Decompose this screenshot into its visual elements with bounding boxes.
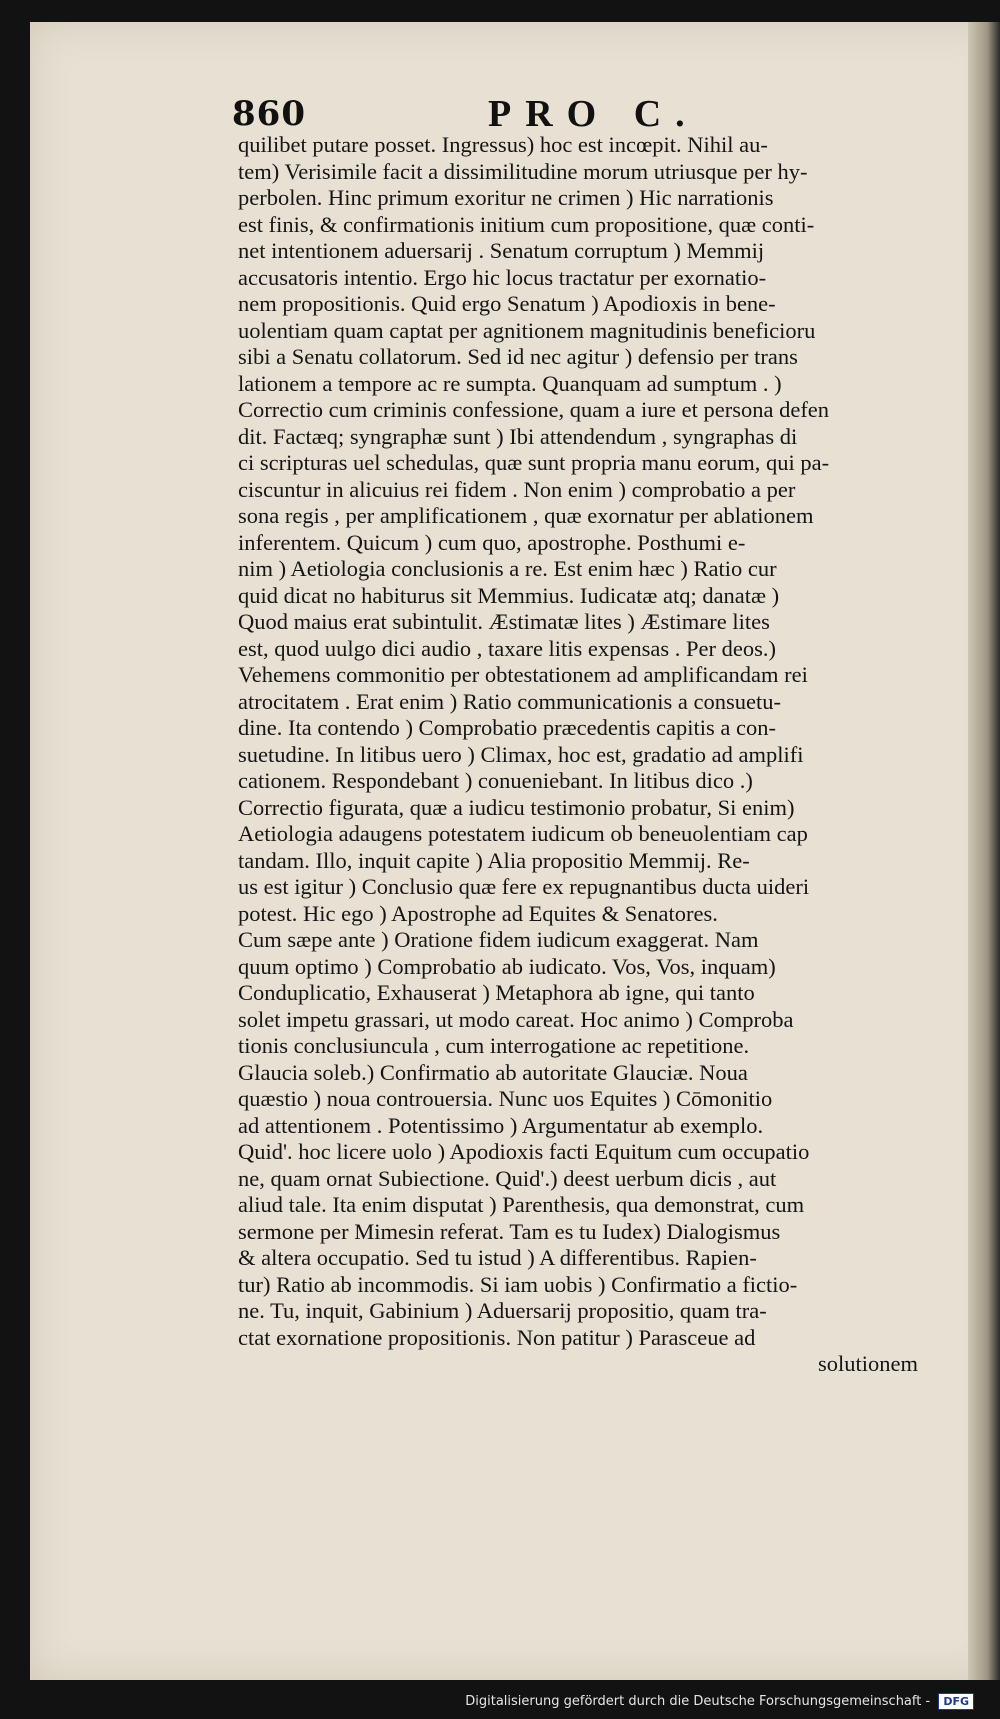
text-line: quilibet putare posset. Ingressus) hoc est incœpit. Nihil au- xyxy=(238,132,768,157)
text-line: lationem a tempore ac re sumpta. Quanquam ad sumptum . ) xyxy=(238,370,782,396)
text-line: ne. Tu, inquit, Gabinium ) Aduersarij propositio, quam tra- xyxy=(238,1298,767,1323)
text-line: potest. Hic ego ) Apostrophe ad Equites & Senatores. xyxy=(238,900,718,926)
text-line: Cum sæpe ante ) Oratione fidem iudicum exaggerat. Nam xyxy=(238,927,759,952)
text-line: Correctio cum criminis confessione, quam a iure et persona defen xyxy=(238,397,830,422)
credit-text: Digitalisierung gefördert durch die Deutsche Forschungsgemeinschaft - xyxy=(465,1694,931,1709)
text-line: & altera occupatio. Sed tu istud ) A differentibus. Rapien- xyxy=(238,1245,757,1270)
text-line: Quid'. hoc licere uolo ) Apodioxis facti Equitum cum occupatio xyxy=(238,1139,810,1164)
text-line: ci scripturas uel schedulas, quæ sunt propria manu eorum, qui pa- xyxy=(238,450,830,475)
text-line: solutionem xyxy=(818,1351,918,1376)
text-line: solet impetu grassari, ut modo careat. Hoc animo ) Comproba xyxy=(238,1006,794,1032)
text-line: est finis, & confirmationis initium cum propositione, quæ conti- xyxy=(238,211,815,237)
text-line: dine. Ita contendo ) Comprobatio præcedentis capitis a con- xyxy=(238,715,776,740)
text-line: aliud tale. Ita enim disputat ) Parenthesis, qua demonstrat, cum xyxy=(238,1192,805,1217)
text-line: Glaucia soleb.) Confirmatio ab autoritate Glauciæ. Noua xyxy=(238,1059,748,1085)
text-line: net intentionem aduersarij . Senatum corruptum ) Memmij xyxy=(238,238,765,263)
running-head: PRO C. xyxy=(488,93,699,135)
text-line: Conduplicatio, Exhauserat ) Metaphora ab igne, qui tanto xyxy=(238,980,755,1005)
text-line: quum optimo ) Comprobatio ab iudicato. Vos, Vos, inquam) xyxy=(238,953,776,979)
text-line: sibi a Senatu collatorum. Sed id nec agitur ) defensio per trans xyxy=(238,344,798,369)
text-line: nem propositionis. Quid ergo Senatum ) Apodioxis in bene- xyxy=(238,291,776,316)
text-line: sermone per Mimesin referat. Tam es tu Iudex) Dialogismus xyxy=(238,1218,781,1244)
text-line: ad attentionem . Potentissimo ) Argumentatur ab exemplo. xyxy=(238,1112,764,1138)
text-line: nim ) Aetiologia conclusionis a re. Est enim hæc ) Ratio cur xyxy=(238,556,777,581)
text-line: sona regis , per amplificationem , quæ exornatur per ablationem xyxy=(238,503,814,528)
text-line: tionis conclusiuncula , cum interrogatione ac repetitione. xyxy=(238,1033,750,1058)
text-line: Aetiologia adaugens potestatem iudicum ob beneuolentiam cap xyxy=(238,821,808,846)
text-line: Vehemens commonitio per obtestationem ad amplificandam rei xyxy=(238,662,808,687)
text-line: quæstio ) noua controuersia. Nunc uos Equites ) Cōmonitio xyxy=(238,1086,773,1111)
text-line: atrocitatem . Erat enim ) Ratio communicationis a consuetu- xyxy=(238,688,781,714)
page-number: 860 xyxy=(232,94,306,134)
text-line: ne, quam ornat Subiectione. Quid'.) deest uerbum dicis , aut xyxy=(238,1165,777,1191)
text-line: dit. Factæq; syngraphæ sunt ) Ibi attendendum , syngraphas di xyxy=(238,423,798,449)
text-line: cationem. Respondebant ) conueniebant. In litibus dico .) xyxy=(238,768,753,793)
text-line: tur) Ratio ab incommodis. Si iam uobis ) Confirmatio a fictio- xyxy=(238,1271,798,1297)
text-line: uolentiam quam captat per agnitionem magnitudinis beneficioru xyxy=(238,317,816,343)
dfg-logo: DFG xyxy=(938,1693,974,1710)
text-line: tem) Verisimile facit a dissimilitudine morum utriusque per hy- xyxy=(238,158,808,184)
text-line: ctat exornatione propositionis. Non patitur ) Parasceue ad xyxy=(238,1324,756,1350)
text-line: us est igitur ) Conclusio quæ fere ex repugnantibus ducta uideri xyxy=(238,874,810,899)
page-edge xyxy=(968,22,1000,1680)
text-line: ciscuntur in alicuius rei fidem . Non enim ) comprobatio a per xyxy=(238,476,796,502)
text-line: quid dicat no habiturus sit Memmius. Iudicatæ atq; danatæ ) xyxy=(238,582,780,608)
text-line: suetudine. In litibus uero ) Climax, hoc est, gradatio ad amplifi xyxy=(238,741,804,767)
text-line: tandam. Illo, inquit capite ) Alia propositio Memmij. Re- xyxy=(238,847,750,873)
commentary-text xyxy=(238,132,918,1378)
text-line: perbolen. Hinc primum exoritur ne crimen ) Hic narrationis xyxy=(238,185,774,210)
text-line: inferentem. Quicum ) cum quo, apostrophe. Posthumi e- xyxy=(238,529,746,555)
text-line: est, quod uulgo dici audio , taxare litis expensas . Per deos.) xyxy=(238,635,777,661)
text-line: Correctio figurata, quæ a iudicu testimonio probatur, Si enim) xyxy=(238,794,795,820)
text-line: accusatoris intentio. Ergo hic locus tractatur per exornatio- xyxy=(238,264,767,290)
digitization-credit xyxy=(465,1693,974,1710)
text-line: Quod maius erat subintulit. Æstimatæ lites ) Æstimare lites xyxy=(238,609,770,634)
